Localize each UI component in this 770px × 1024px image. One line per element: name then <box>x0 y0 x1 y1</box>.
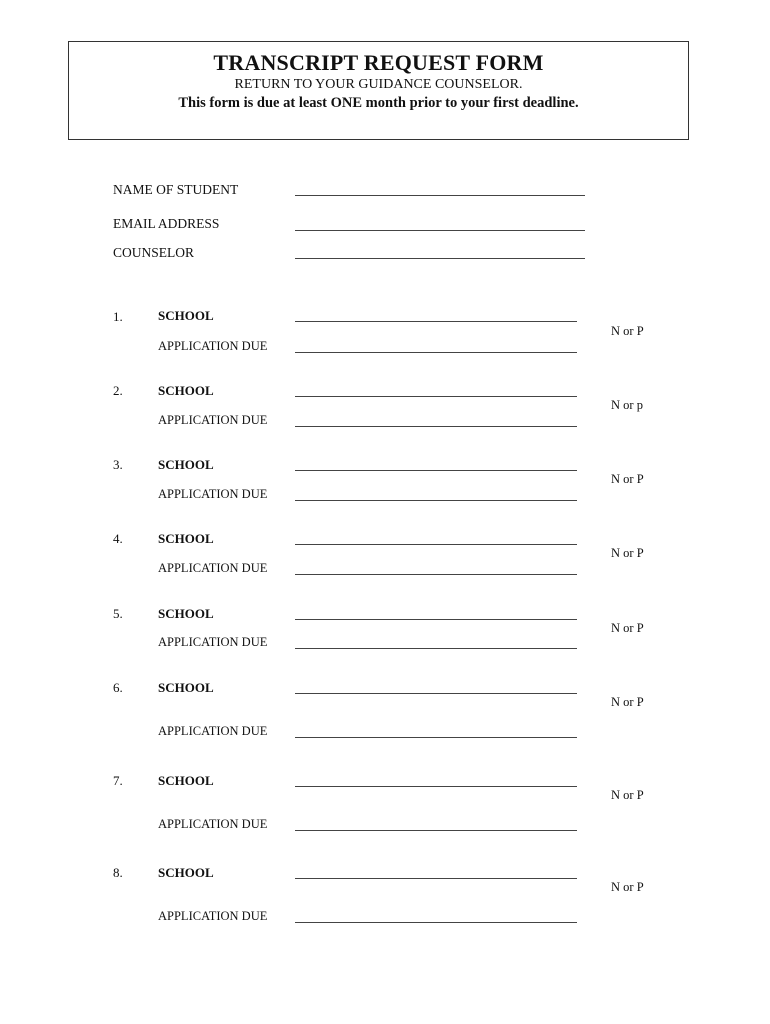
application-due-label: APPLICATION DUE <box>158 909 268 923</box>
n-or-p-option[interactable]: N or P <box>611 472 644 486</box>
n-or-p-option[interactable]: N or P <box>611 546 644 560</box>
school-label: SCHOOL <box>158 457 214 472</box>
counselor-field[interactable] <box>295 258 585 259</box>
n-or-p-option[interactable]: N or P <box>611 880 644 894</box>
school-label: SCHOOL <box>158 308 214 323</box>
application-due-field[interactable] <box>295 830 577 831</box>
student-name-label: NAME OF STUDENT <box>113 182 239 197</box>
application-due-label: APPLICATION DUE <box>158 635 268 649</box>
application-due-label: APPLICATION DUE <box>158 817 268 831</box>
n-or-p-option[interactable]: N or P <box>611 621 644 635</box>
counselor-label: COUNSELOR <box>113 245 195 260</box>
school-name-field[interactable] <box>295 693 577 694</box>
school-name-field[interactable] <box>295 470 577 471</box>
n-or-p-option[interactable]: N or P <box>611 788 644 802</box>
email-address-label: EMAIL ADDRESS <box>113 216 220 231</box>
school-number: 8. <box>113 865 123 880</box>
form-subtitle: RETURN TO YOUR GUIDANCE COUNSELOR. <box>234 77 523 92</box>
school-number: 7. <box>113 773 123 788</box>
school-name-field[interactable] <box>295 321 577 322</box>
student-name-field[interactable] <box>295 195 585 196</box>
school-label: SCHOOL <box>158 383 214 398</box>
n-or-p-option[interactable]: N or P <box>611 695 644 709</box>
school-name-field[interactable] <box>295 396 577 397</box>
n-or-p-option[interactable]: N or P <box>611 324 644 338</box>
form-header-box <box>68 41 689 140</box>
application-due-label: APPLICATION DUE <box>158 339 268 353</box>
form-title: TRANSCRIPT REQUEST FORM <box>213 50 544 75</box>
school-name-field[interactable] <box>295 544 577 545</box>
application-due-field[interactable] <box>295 352 577 353</box>
email-address-field[interactable] <box>295 230 585 231</box>
school-label: SCHOOL <box>158 865 214 880</box>
school-label: SCHOOL <box>158 773 214 788</box>
application-due-field[interactable] <box>295 574 577 575</box>
application-due-label: APPLICATION DUE <box>158 487 268 501</box>
school-number: 1. <box>113 309 123 324</box>
school-number: 2. <box>113 383 123 398</box>
application-due-field[interactable] <box>295 648 577 649</box>
school-name-field[interactable] <box>295 878 577 879</box>
school-number: 5. <box>113 606 123 621</box>
application-due-field[interactable] <box>295 922 577 923</box>
school-number: 3. <box>113 457 123 472</box>
application-due-label: APPLICATION DUE <box>158 413 268 427</box>
school-label: SCHOOL <box>158 680 214 695</box>
application-due-field[interactable] <box>295 426 577 427</box>
school-label: SCHOOL <box>158 606 214 621</box>
school-name-field[interactable] <box>295 619 577 620</box>
form-deadline-note: This form is due at least ONE month prior to your first deadline. <box>178 95 579 111</box>
n-or-p-option[interactable]: N or p <box>611 398 643 412</box>
school-number: 6. <box>113 680 123 695</box>
application-due-label: APPLICATION DUE <box>158 724 268 738</box>
school-label: SCHOOL <box>158 531 214 546</box>
application-due-field[interactable] <box>295 737 577 738</box>
school-name-field[interactable] <box>295 786 577 787</box>
application-due-label: APPLICATION DUE <box>158 561 268 575</box>
school-number: 4. <box>113 531 123 546</box>
application-due-field[interactable] <box>295 500 577 501</box>
